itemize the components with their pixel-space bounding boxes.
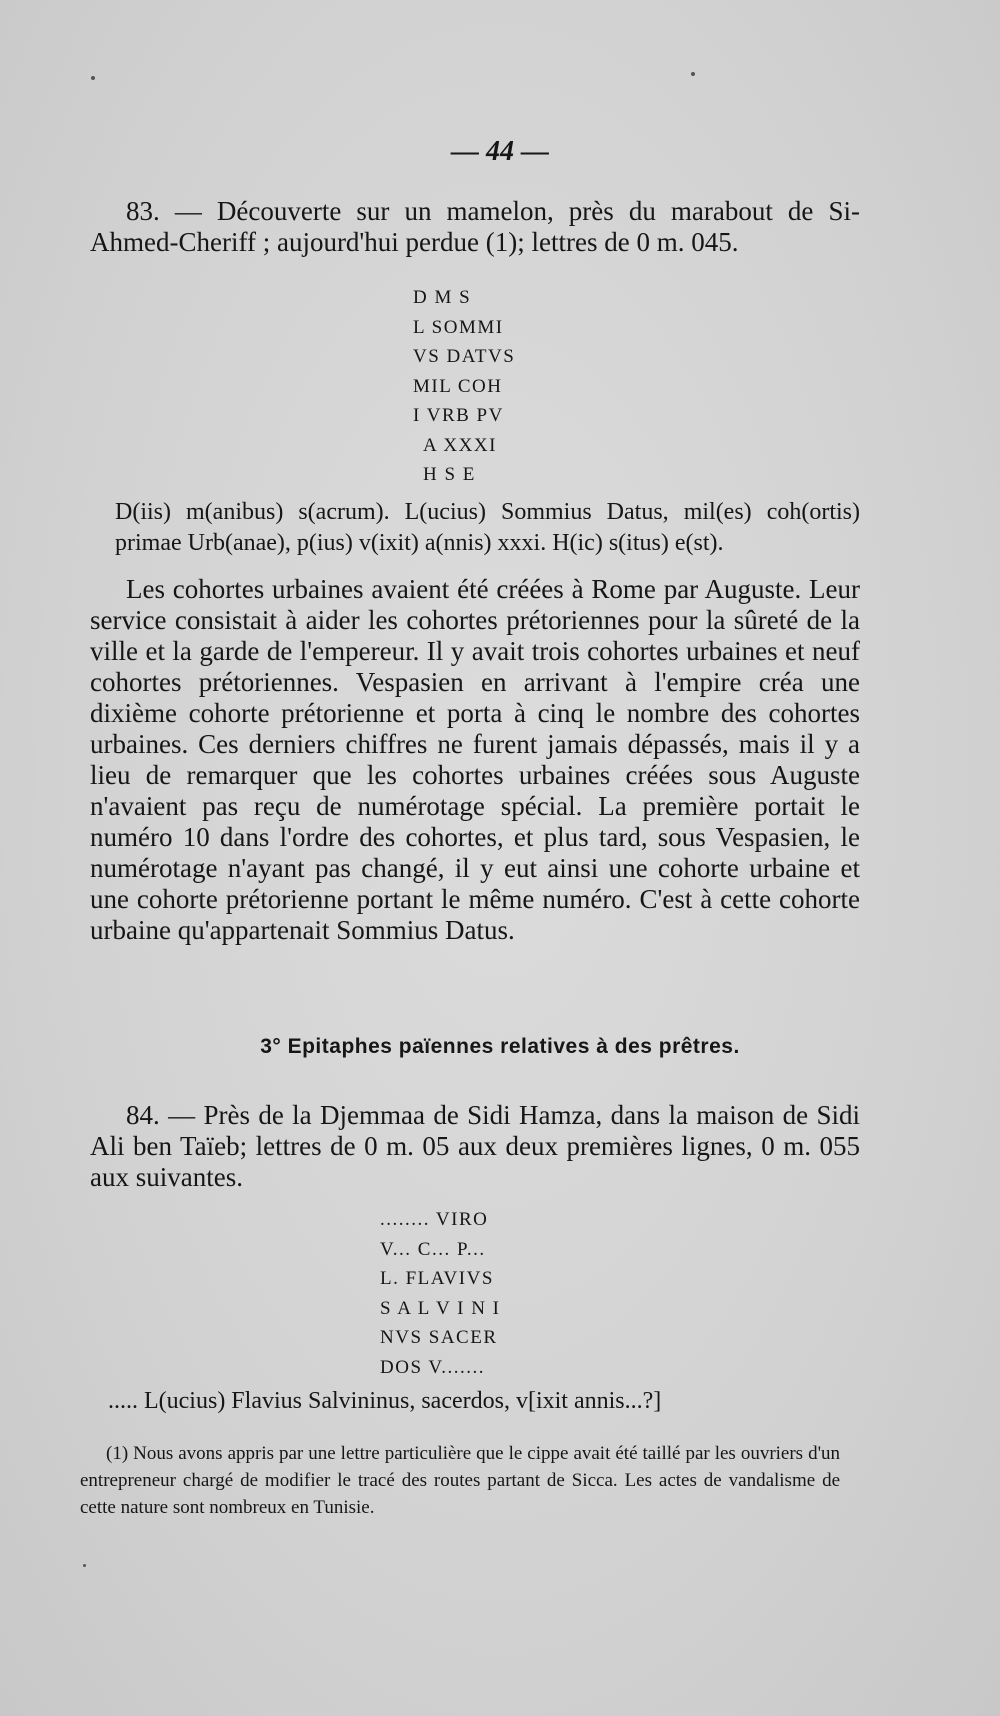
inscription-line: A XXXI: [423, 434, 497, 456]
inscription-line: ........ VIRO: [380, 1209, 489, 1230]
entry-84-inscription: [0, 1205, 1000, 1382]
inscription-line: D M S: [413, 287, 472, 308]
entry-83-commentary-block: [90, 574, 860, 946]
paper-speck: [91, 76, 95, 80]
paper-speck: [691, 72, 695, 76]
inscription-line: L SOMMI: [413, 316, 504, 338]
inscription-line: NVS SACER: [380, 1327, 498, 1348]
footnote-block: [80, 1440, 840, 1521]
inscription-line: I VRB PV: [413, 405, 504, 426]
entry-83-transcription-block: [115, 497, 860, 559]
entry-83-text: 83. — Découverte sur un mamelon, près du marabout de Si-Ahmed-Cheriff ; aujourd'hui perdue (1); lettres de 0 m. 045.: [90, 196, 860, 257]
entry-84-transcription: ..... L(ucius) Flavius Salvininus, sacerdos, v[ixit annis...?]: [108, 1388, 662, 1414]
entry-84-heading: [90, 1100, 860, 1193]
inscription-line: DOS V.......: [380, 1356, 485, 1378]
entry-83-commentary: Les cohortes urbaines avaient été créées à Rome par Auguste. Leur service consistait à aider les cohortes prétoriennes pour la sûreté de la ville et la garde de l'empereur. Il y avait trois cohortes urbaines et neuf cohortes prétoriennes. Vespasien en arrivant à l'empire créa une dixième cohorte prétorienne et porta à cinq le nombre des cohortes urbaines. Ces derniers chiffres ne furent jamais dépassés, mais il y a lieu de remarquer que les cohortes urbaines créées sous Auguste n'avaient pas reçu de numérotage spécial. La première portait le numéro 10 dans l'ordre des cohortes, et plus tard, sous Vespasien, le numérotage n'ayant pas changé, il y eut ainsi une cohorte urbaine et une cohorte prétorienne portant le même numéro. C'est à cette cohorte urbaine qu'appartenait Sommius Datus.: [90, 574, 860, 945]
page-number: — 44 —: [451, 136, 549, 167]
entry-83-heading: [90, 196, 860, 258]
entry-84-text: 84. — Près de la Djemmaa de Sidi Hamza, dans la maison de Sidi Ali ben Taïeb; lettres de 0 m. 05 aux deux premières lignes, 0 m. 055 aux suivantes.: [90, 1100, 860, 1192]
paper-speck: [83, 1564, 86, 1567]
inscription-line: H S E: [423, 464, 476, 485]
entry-83-inscription: [0, 283, 1000, 490]
inscription-line: L. FLAVIVS: [380, 1268, 494, 1289]
inscription-line: MIL COH: [413, 375, 503, 397]
inscription-line: S A L V I N I: [380, 1297, 501, 1319]
inscription-line: V... C... P...: [380, 1238, 486, 1260]
section-title: 3° Epitaphes païennes relatives à des prêtres.: [260, 1035, 740, 1058]
entry-83-transcription: D(iis) m(anibus) s(acrum). L(ucius) Sommius Datus, mil(es) coh(ortis) primae Urb(anae), p(ius) v(ixit) a(nnis) xxxi. H(ic) s(itus) e(st).: [115, 499, 860, 556]
entry-84-transcription-block: [108, 1386, 878, 1417]
inscription-line: VS DATVS: [413, 346, 516, 367]
footnote: (1) Nous avons appris par une lettre particulière que le cippe avait été taillé par les ouvriers d'un entrepreneur chargé de modifier le tracé des routes partant de Sicca. Les actes de vandalisme de cette nature sont nombreux en Tunisie.: [80, 1443, 840, 1518]
